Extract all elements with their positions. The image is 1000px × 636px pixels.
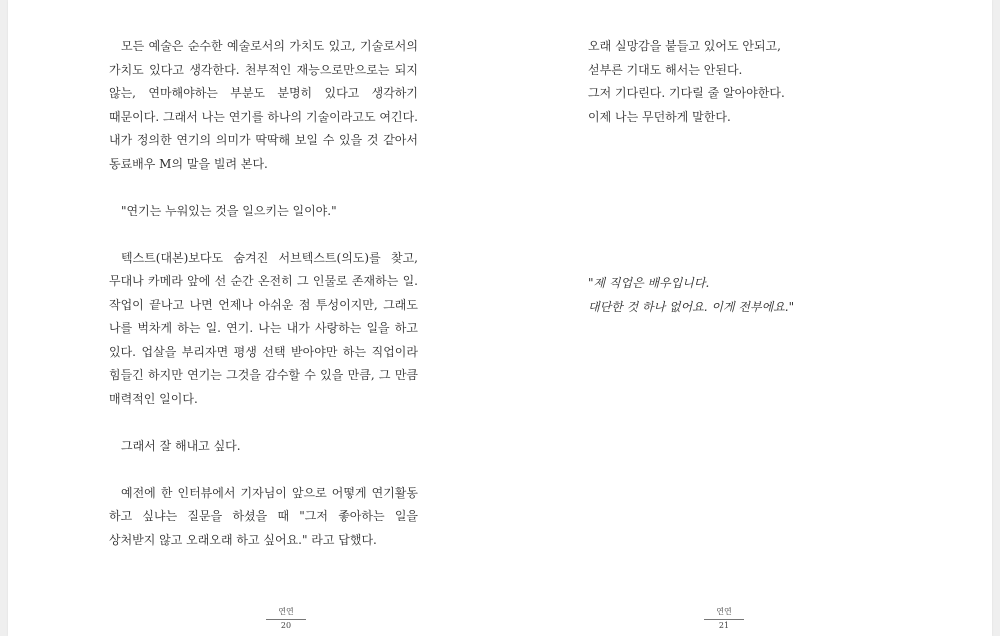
page-number: 20 — [280, 621, 292, 630]
right-page-body — [588, 35, 888, 129]
text-line: 이제 나는 무던하게 말한다. — [588, 109, 731, 124]
footer-divider — [266, 619, 306, 620]
paragraph: 텍스트(대본)보다도 숨겨진 서브텍스트(의도)를 찾고, 무대나 카메라 앞에 선 순간 온전히 그 인물로 존재하는 일. 작업이 끝나고 나면 언제나 아쉬운 점 투성이지만, 그래도 나를 벅차게 하는 일. 연기. 나는 내가 사랑하는 일을 하고 있다. 업살을 부리자면 평생 선택 받아야만 하는 직업이라 힘들긴 하지만 연기는 그것을 감수할 수 있을 만큼, 그 만큼 매력적인 일이다. — [109, 250, 418, 406]
page-number: 21 — [718, 621, 730, 630]
page-footer — [704, 607, 744, 631]
quote-paragraph: "연기는 누워있는 것을 일으키는 일이야." — [121, 203, 337, 218]
book-spread — [8, 0, 992, 636]
quote-line: "제 직업은 배우입니다. — [588, 276, 710, 290]
page-footer — [266, 607, 306, 631]
quote-line: 대단한 것 하나 없어요. 이게 전부에요." — [588, 300, 795, 314]
book-title: 연연 — [278, 607, 294, 616]
text-line: 그저 기다린다. 기다릴 줄 알아야한다. — [588, 86, 785, 100]
book-title: 연연 — [716, 607, 732, 616]
closing-quote — [588, 271, 888, 319]
paragraph: 모든 예술은 순수한 예술로서의 가치도 있고, 기술로서의 가치도 있다고 생각한다. 천부적인 재능으로만으로는 되지 않는, 연마해야하는 부분도 분명히 있다고 생각하기 때문이다. 그래서 나는 연기를 하나의 기술이라고도 여긴다. 내가 정의한 연기의 의미가 딱딱해 보일 수 있을 것 같아서 동료배우 M의 말을 빌려 본다. — [109, 39, 418, 171]
text-line: 오래 실망감을 붙들고 있어도 안되고, — [588, 39, 781, 53]
paragraph: 예전에 한 인터뷰에서 기자님이 앞으로 어떻게 연기활동 하고 싶냐는 질문을 하셨을 때 "그저 좋아하는 일을 상처받지 않고 오래오래 하고 싶어요." 라고 답했다. — [109, 485, 418, 547]
footer-divider — [704, 619, 744, 620]
text-line: 섣부른 기대도 해서는 안된다. — [588, 62, 743, 77]
right-page — [500, 0, 992, 636]
paragraph: 그래서 잘 해내고 싶다. — [121, 438, 241, 453]
left-page-body — [109, 35, 418, 552]
left-page — [8, 0, 500, 636]
